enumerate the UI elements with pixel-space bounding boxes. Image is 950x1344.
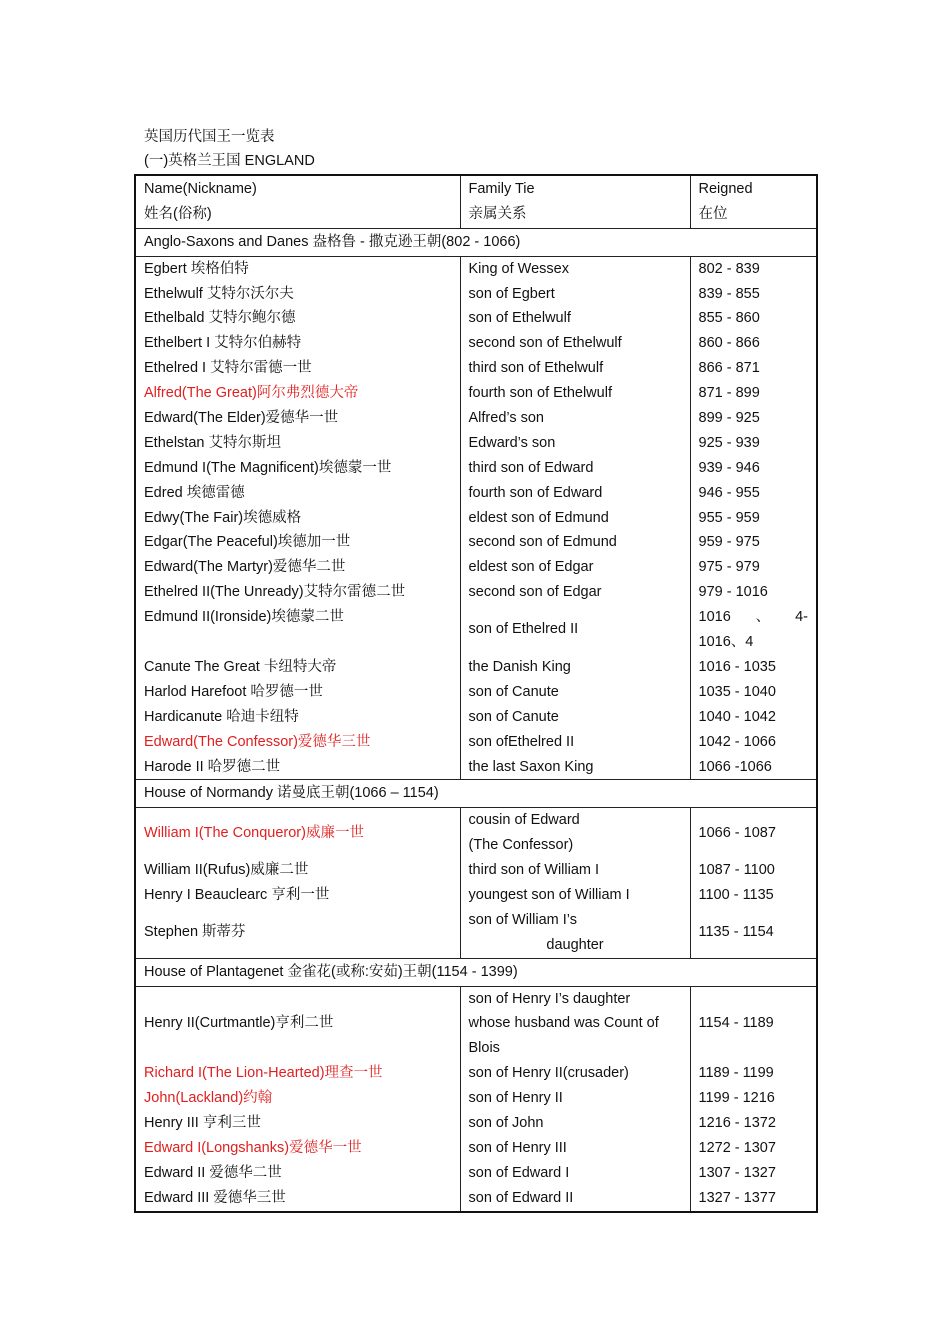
king-name: Edward II 爱德华二世	[144, 1164, 282, 1181]
reign-years: 1066 -1066	[698, 758, 772, 775]
family-tie: third son of Ethelwulf	[468, 360, 604, 377]
family-tie: the last Saxon King	[468, 758, 594, 775]
spacer	[469, 605, 682, 617]
reign-years: 1327 - 1377	[698, 1189, 776, 1206]
page-subtitle: (一)英格兰王国 ENGLAND	[144, 153, 315, 169]
family-tie: second son of Edgar	[468, 584, 602, 601]
reign-years: 1016、4	[698, 634, 754, 651]
family-tie: the Danish King	[468, 658, 571, 675]
spacer	[699, 908, 809, 921]
family-tie: second son of Ethelwulf	[468, 335, 622, 352]
reign-years: 1216 - 1372	[698, 1115, 776, 1131]
king-name-highlighted: Richard I(The Lion-Hearted)理查一世	[144, 1065, 383, 1082]
family-tie: youngest son of William I	[468, 886, 630, 903]
family-tie-column	[460, 808, 690, 958]
family-tie: second son of Edmund	[468, 534, 617, 551]
header-reigned-cell	[690, 175, 817, 228]
reign-years: 1087 - 1100	[698, 862, 775, 879]
reign-years: 855 - 860	[698, 310, 760, 327]
reign-years: 1154 - 1189	[698, 1015, 774, 1032]
family-tie: son of Canute	[468, 683, 559, 700]
header-family-cell	[460, 175, 690, 228]
king-name: Egbert 埃格伯特	[144, 260, 249, 277]
spacer	[469, 642, 682, 655]
family-tie: son of John	[468, 1115, 544, 1131]
header-name-cell	[135, 175, 460, 228]
table-header-row	[135, 175, 817, 228]
section-heading: House of Normandy 诺曼底王朝(1066 – 1154)	[135, 780, 817, 808]
reign-years: 1066 - 1087	[698, 824, 776, 841]
king-name-highlighted: John(Lackland)约翰	[144, 1090, 273, 1107]
reign-years: 946 - 955	[698, 484, 760, 501]
reign-part: 、	[755, 609, 771, 626]
king-name: Henry III 亨利三世	[144, 1115, 261, 1131]
family-tie: Alfred’s son	[468, 410, 544, 427]
king-name: Ethelbald 艾特尔鲍尔德	[144, 310, 296, 327]
family-tie: son of Henry II(crusader)	[468, 1065, 629, 1082]
name-column	[135, 808, 460, 958]
reigned-column	[690, 256, 817, 780]
spacer	[144, 1036, 452, 1061]
reign-years: 839 - 855	[698, 285, 760, 302]
king-name: Ethelred II(The Unready)艾特尔雷德二世	[144, 584, 406, 601]
king-name: Canute The Great 卡纽特大帝	[144, 658, 337, 675]
spacer	[699, 987, 809, 1012]
family-tie: eldest son of Edmund	[468, 509, 609, 526]
king-name: Edmund I(The Magnificent)埃德蒙一世	[144, 459, 392, 476]
spacer	[144, 908, 452, 921]
family-tie: fourth son of Ethelwulf	[468, 385, 612, 402]
reign-part: 1016	[698, 609, 731, 626]
kings-table	[134, 174, 818, 1213]
family-tie: whose husband was Count of	[468, 1015, 659, 1032]
reign-years: 1035 - 1040	[698, 683, 776, 700]
king-name: Harlod Harefoot 哈罗德一世	[144, 683, 323, 700]
reign-years: 899 - 925	[698, 410, 760, 427]
spacer	[144, 846, 452, 858]
reign-years: 1189 - 1199	[698, 1065, 774, 1082]
family-tie: son of Henry III	[468, 1139, 567, 1156]
family-tie: eldest son of Edgar	[468, 559, 594, 576]
reign-years: 979 - 1016	[698, 584, 768, 601]
king-name-highlighted: Edward I(Longshanks)爱德华一世	[144, 1139, 362, 1156]
reign-years: 955 - 959	[698, 509, 760, 526]
section-body-plantagenet	[135, 986, 817, 1212]
spacer	[699, 846, 809, 858]
reigned-column	[690, 986, 817, 1212]
name-column	[135, 256, 460, 780]
section-body-normandy	[135, 808, 817, 958]
spacer	[144, 945, 452, 957]
header-name-en: Name(Nickname)	[144, 181, 257, 197]
spacer	[699, 1036, 809, 1061]
king-name: Edward(The Martyr)爱德华二世	[144, 559, 346, 576]
family-tie: King of Wessex	[468, 260, 569, 277]
reign-years: 1135 - 1154	[698, 924, 774, 941]
name-column	[135, 986, 460, 1212]
king-name: Edwy(The Fair)埃德威格	[144, 509, 302, 526]
family-tie: son of Ethelwulf	[468, 310, 571, 327]
reign-years: 802 - 839	[698, 260, 760, 277]
king-name: Ethelred I 艾特尔雷德一世	[144, 360, 312, 377]
header-family-en: Family Tie	[468, 181, 535, 197]
family-tie-column	[460, 256, 690, 780]
reign-years-split	[699, 605, 809, 630]
king-name-highlighted: Edward(The Confessor)爱德华三世	[144, 733, 371, 750]
king-name: Edred 埃德雷德	[144, 484, 245, 501]
page-title: 英国历代国王一览表	[144, 129, 275, 145]
king-name: Edward(The Elder)爱德华一世	[144, 410, 339, 427]
section-heading-row	[135, 228, 817, 256]
king-name: Edmund II(Ironside)埃德蒙二世	[144, 609, 344, 626]
reign-years: 1042 - 1066	[698, 733, 776, 750]
family-tie: son of William I’s	[468, 911, 578, 928]
section-heading: Anglo-Saxons and Danes 盎格鲁 - 撒克逊王朝(802 - 1066)	[135, 228, 817, 256]
king-name: Edward III 爱德华三世	[144, 1189, 286, 1206]
spacer	[699, 945, 809, 957]
reign-years: 1100 - 1135	[698, 886, 774, 903]
reign-years: 925 - 939	[698, 434, 760, 451]
reign-years: 1199 - 1216	[698, 1090, 775, 1107]
king-name-highlighted: Alfred(The Great)阿尔弗烈德大帝	[144, 385, 359, 402]
family-tie: son of Edward II	[468, 1189, 574, 1206]
family-tie: son of Edward I	[468, 1164, 570, 1181]
reign-years: 860 - 866	[698, 335, 760, 352]
reign-years: 871 - 899	[698, 385, 760, 402]
reign-years: 975 - 979	[698, 559, 760, 576]
section-heading-row	[135, 958, 817, 986]
family-tie: cousin of Edward	[468, 812, 580, 829]
section-heading: House of Plantagenet 金雀花(或称:安茹)王朝(1154 - 1399)	[135, 958, 817, 986]
king-name: Edgar(The Peaceful)埃德加一世	[144, 534, 351, 551]
header-reigned-en: Reigned	[698, 181, 753, 197]
king-name: Hardicanute 哈迪卡纽特	[144, 708, 299, 725]
spacer	[144, 630, 452, 655]
reign-years: 1040 - 1042	[698, 708, 776, 725]
family-tie: Blois	[468, 1040, 500, 1057]
reign-years: 1016 - 1035	[698, 658, 776, 675]
king-name: Stephen 斯蒂芬	[144, 924, 246, 941]
reigned-column	[690, 808, 817, 958]
king-name: Henry I Beauclearc 亨利一世	[144, 886, 330, 903]
family-tie-column	[460, 986, 690, 1212]
family-tie: son of Egbert	[468, 285, 555, 302]
family-tie: third son of Edward	[468, 459, 594, 476]
reign-years: 939 - 946	[698, 459, 760, 476]
family-tie: son of Henry II	[468, 1090, 563, 1107]
spacer	[699, 808, 809, 821]
king-name-highlighted: William I(The Conqueror)威廉一世	[144, 824, 364, 841]
king-name: Harode II 哈罗德二世	[144, 758, 281, 775]
family-tie: fourth son of Edward	[468, 484, 603, 501]
king-name: Henry II(Curtmantle)亨利二世	[144, 1015, 334, 1032]
king-name: Ethelstan 艾特尔斯坦	[144, 434, 281, 451]
reign-years: 1272 - 1307	[698, 1139, 776, 1156]
header-family-zh: 亲属关系	[468, 205, 527, 222]
section-heading-row	[135, 780, 817, 808]
family-tie: (The Confessor)	[468, 837, 574, 854]
king-name: Ethelbert I 艾特尔伯赫特	[144, 335, 302, 352]
family-tie: son ofEthelred II	[468, 733, 575, 750]
family-tie: daughter	[546, 936, 604, 953]
king-name: Ethelwulf 艾特尔沃尔夫	[144, 285, 294, 302]
spacer	[144, 987, 452, 1012]
king-name: William II(Rufus)威廉二世	[144, 862, 309, 879]
header-reigned-zh: 在位	[698, 205, 728, 222]
section-body-anglo-saxons	[135, 256, 817, 780]
reign-years: 959 - 975	[698, 534, 760, 551]
header-name-zh: 姓名(俗称)	[144, 205, 212, 222]
family-tie: son of Canute	[468, 708, 559, 725]
family-tie: Edward’s son	[468, 434, 556, 451]
reign-years: 1307 - 1327	[698, 1164, 776, 1181]
reign-part: 4-	[795, 609, 808, 626]
family-tie: third son of William I	[468, 862, 600, 879]
family-tie: son of Ethelred II	[468, 621, 579, 638]
family-tie: son of Henry I’s daughter	[468, 990, 631, 1007]
reign-years: 866 - 871	[698, 360, 760, 377]
spacer	[144, 808, 452, 821]
